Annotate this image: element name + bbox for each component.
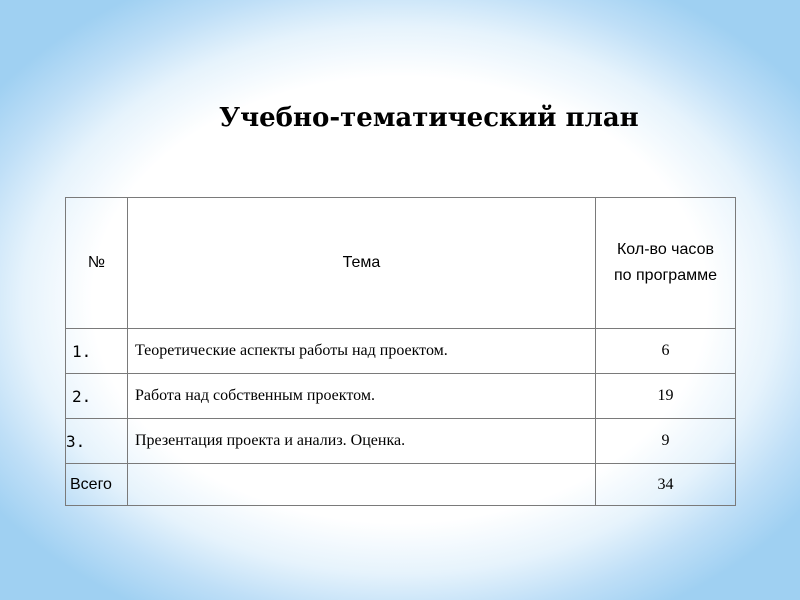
table-row [66, 374, 736, 419]
table-header-row [66, 198, 736, 329]
row-hours: 6 [596, 329, 736, 374]
row-number: 2. [66, 374, 128, 419]
page-title: Учебно-тематический план [219, 103, 639, 133]
row-hours: 9 [596, 419, 736, 464]
header-theme: Тема [128, 198, 596, 329]
header-hours-line1: Кол-во часов [616, 241, 714, 258]
row-number: 1. [66, 329, 128, 374]
row-theme: Работа над собственным проектом. [128, 374, 596, 419]
row-number: 3. [66, 419, 128, 464]
row-theme: Теоретические аспекты работы над проектом. [128, 329, 596, 374]
header-hours-line2: по программе [614, 267, 717, 284]
total-theme [128, 464, 596, 506]
total-hours: 34 [596, 464, 736, 506]
header-number: № [66, 198, 128, 329]
total-label: Всего [66, 464, 128, 506]
table-row [66, 329, 736, 374]
thematic-plan-table [65, 197, 736, 506]
table-row [66, 419, 736, 464]
table-total-row [66, 464, 736, 506]
row-theme: Презентация проекта и анализ. Оценка. [128, 419, 596, 464]
row-hours: 19 [596, 374, 736, 419]
header-hours [596, 198, 736, 329]
